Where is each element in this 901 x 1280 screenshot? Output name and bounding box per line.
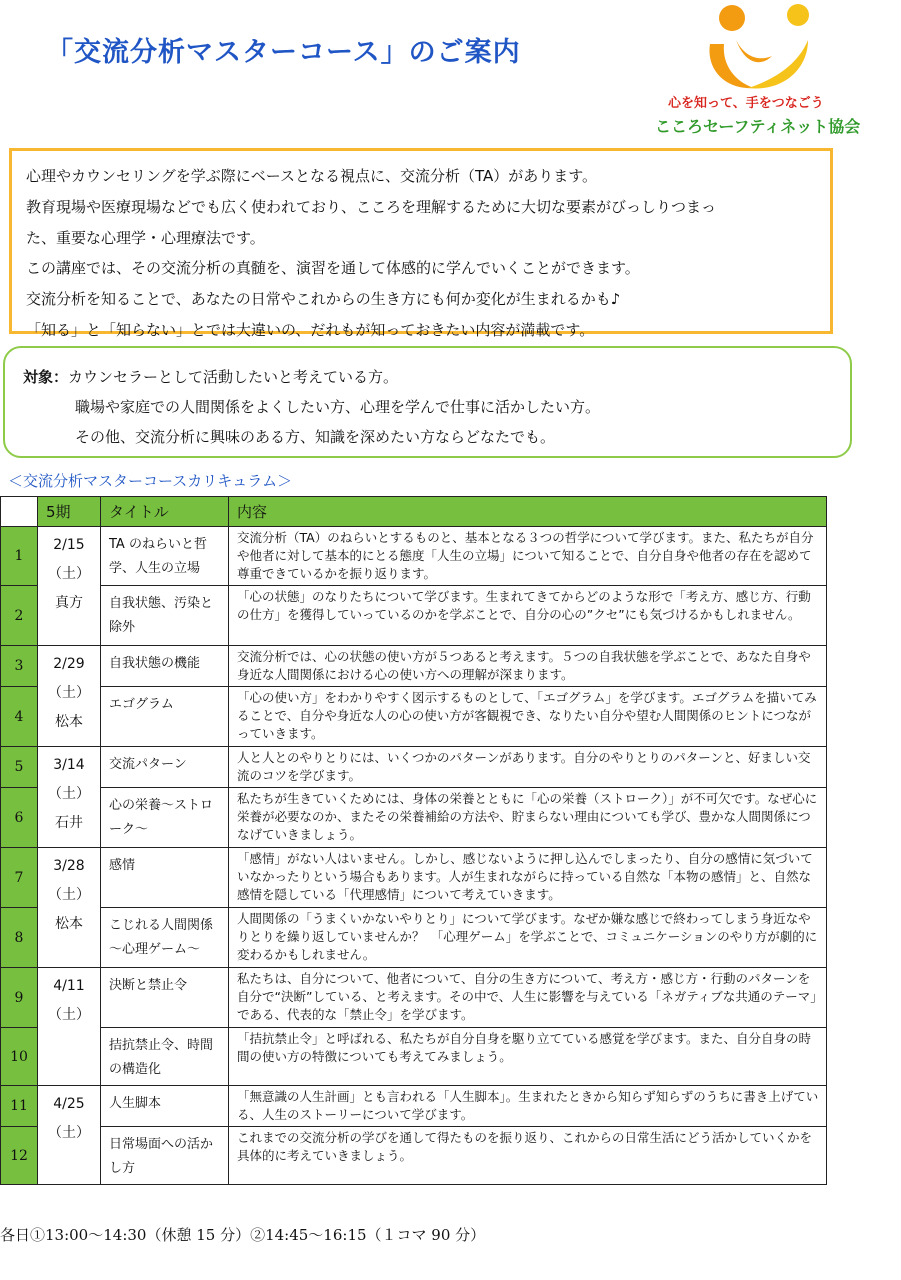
table-row <box>1 908 827 968</box>
session-title: TA のねらいと哲学、人生の立場 <box>101 527 229 586</box>
session-date: 3/14 <box>53 757 85 773</box>
table-row <box>1 1127 827 1185</box>
session-day: （土） <box>48 887 90 903</box>
session-title: こじれる人間関係～心理ゲーム～ <box>101 908 229 968</box>
intro-line: この講座では、その交流分析の真髄を、演習を通して体感的に学んでいくことができます。 <box>26 259 640 278</box>
session-day: （土） <box>48 685 90 701</box>
table-row <box>1 586 827 646</box>
session-content: 「心の使い方」をわかりやすく図示するものとして、「エゴグラム」を学びます。エゴグラムを描いてみることで、自分や身近な人の心の使い方が客観視でき、なりたい自分や望む人間関係のヒントにつながっていきます。 <box>229 687 827 747</box>
tagline: 心を知って、手をつなごう <box>668 96 824 111</box>
table-row <box>1 527 827 586</box>
session-number: 2 <box>1 586 38 646</box>
session-number: 4 <box>1 687 38 747</box>
session-day: （土） <box>48 1125 90 1141</box>
session-content: 「心の状態」のなりたちについて学びます。生まれてきてからどのような形で「考え方、感じ方、行動の仕方」を獲得していっているのかを学ぶことで、自分の心の”クセ”にも気づけるかもしれません。 <box>229 586 827 646</box>
session-teacher: 松本 <box>55 714 83 730</box>
session-teacher: 真方 <box>55 595 83 611</box>
organization-name: こころセーフティネット協会 <box>655 117 861 136</box>
session-number: 8 <box>1 908 38 968</box>
intro-line: 交流分析を知ることで、あなたの日常やこれからの生き方にも何か変化が生まれるかも♪ <box>26 290 621 309</box>
session-content: 交流分析では、心の状態の使い方が５つあると考えます。５つの自我状態を学ぶことで、あなた自身や身近な人間関係における心の使い方への理解が深まります。 <box>229 646 827 687</box>
table-row <box>1 1086 827 1127</box>
session-title: エゴグラム <box>101 687 229 747</box>
session-content: これまでの交流分析の学びを通して得たものを振り返り、これからの日常生活にどう活かしていくかを具体的に考えていきましょう。 <box>229 1127 827 1185</box>
session-day: （土） <box>48 566 90 582</box>
table-row <box>1 968 827 1028</box>
session-title: 日常場面への活かし方 <box>101 1127 229 1185</box>
intro-line: 教育現場や医療現場などでも広く使われており、こころを理解するために大切な要素がびっしりつまっ <box>26 197 717 216</box>
session-number: 3 <box>1 646 38 687</box>
session-date: 2/15 <box>53 537 85 553</box>
intro-line: た、重要な心理学・心理療法です。 <box>26 228 265 247</box>
session-date-cell <box>38 527 101 646</box>
session-date-cell <box>38 1086 101 1185</box>
session-date: 3/28 <box>53 858 85 874</box>
session-teacher: 石井 <box>55 815 83 831</box>
target-label: 対象： <box>23 368 69 386</box>
session-number: 7 <box>1 848 38 908</box>
session-day: （土） <box>48 1007 90 1023</box>
session-content: 私たちが生きていくためには、身体の栄養とともに「心の栄養（ストローク）」が不可欠です。なぜ心に栄養が必要なのか、またその栄養補給の方法や、貯まらない理由についても学び、豊かな人間関係につなげていきましょう。 <box>229 788 827 848</box>
session-day: （土） <box>48 786 90 802</box>
target-line: 職場や家庭での人間関係をよくしたい方、心理を学んで仕事に活かしたい方。 <box>75 398 601 416</box>
session-date: 4/11 <box>53 978 85 994</box>
session-date-cell <box>38 646 101 747</box>
session-content: 私たちは、自分について、他者について、自分の生き方について、考え方・感じ方・行動のパターンを自分で“決断”している、と考えます。その中で、人生に影響を与えている「ネガティブな共通のテーマ」である、代表的な「禁止令」を学びます。 <box>229 968 827 1028</box>
session-number: 12 <box>1 1127 38 1185</box>
session-content: 人間関係の「うまくいかないやりとり」について学びます。なぜか嫌な感じで終わってしまう身近なやりとりを繰り返していませんか？ 「心理ゲーム」を学ぶことで、コミュニケーションのやり方が劇的に変わるかもしれません。 <box>229 908 827 968</box>
session-number: 9 <box>1 968 38 1028</box>
curriculum-heading: ＜交流分析マスターコースカリキュラム＞ <box>8 472 293 490</box>
session-title: 自我状態の機能 <box>101 646 229 687</box>
page-title: 「交流分析マスターコース」のご案内 <box>46 37 521 68</box>
header-title: タイトル <box>101 497 229 527</box>
session-content: 人と人とのやりとりには、いくつかのパターンがあります。自分のやりとりのパターンと、好ましい交流のコツを学びます。 <box>229 747 827 788</box>
session-title: 心の栄養～ストローク～ <box>101 788 229 848</box>
intro-box <box>9 148 833 339</box>
table-row <box>1 747 827 788</box>
session-title: 交流パターン <box>101 747 229 788</box>
session-content: 「拮抗禁止令」と呼ばれる、私たちが自分自身を駆り立てている感覚を学びます。また、自分自身の時間の使い方の特徴についても考えてみましょう。 <box>229 1028 827 1086</box>
intro-line: 心理やカウンセリングを学ぶ際にベースとなる視点に、交流分析（TA）があります。 <box>26 167 598 185</box>
table-row <box>1 1028 827 1086</box>
schedule-footer: 各日①13:00～14:30（休憩 15 分）②14:45～16:15（１コマ 90 分） <box>0 1226 486 1244</box>
table-row <box>1 687 827 747</box>
intro-line: 「知る」と「知らない」とでは大違いの、だれもが知っておきたい内容が満載です。 <box>26 320 595 339</box>
target-line: その他、交流分析に興味のある方、知識を深めたい方ならどなたでも。 <box>75 428 556 446</box>
session-content: 「無意識の人生計画」とも言われる「人生脚本」。生まれたときから知らず知らずのうちに書き上げている、人生のストーリーについて学びます。 <box>229 1086 827 1127</box>
session-date-cell <box>38 747 101 848</box>
session-content: 「感情」がない人はいません。しかし、感じないように押し込んでしまったり、自分の感情に気づいていなかったりという場合もあります。人が生まれながらに持っている自然な「本物の感情」と、自然な感情を隠している「代理感情」について考えていきます。 <box>229 848 827 908</box>
session-title: 自我状態、汚染と除外 <box>101 586 229 646</box>
target-audience-box <box>3 346 852 458</box>
header-term: 5期 <box>38 497 101 527</box>
association-logo-icon <box>696 0 826 95</box>
session-number: 6 <box>1 788 38 848</box>
session-number: 10 <box>1 1028 38 1086</box>
table-row <box>1 788 827 848</box>
session-teacher: 松本 <box>55 916 83 932</box>
table-row <box>1 848 827 908</box>
session-date: 4/25 <box>53 1096 85 1112</box>
header-content: 内容 <box>229 497 827 527</box>
session-date: 2/29 <box>53 656 85 672</box>
session-date-cell <box>38 848 101 968</box>
session-number: 5 <box>1 747 38 788</box>
table-row <box>1 646 827 687</box>
header-blank <box>1 497 38 527</box>
session-title: 決断と禁止令 <box>101 968 229 1028</box>
target-line: カウンセラーとして活動したいと考えている方。 <box>68 368 399 386</box>
table-header-row <box>1 497 827 527</box>
curriculum-table <box>0 496 827 1185</box>
session-date-cell <box>38 968 101 1086</box>
session-content: 交流分析（TA）のねらいとするものと、基本となる３つの哲学について学びます。また、私たちが自分や他者に対して基本的にとる態度「人生の立場」について知ることで、自分自身や他者の存在を認めて尊重できているかを振り返ります。 <box>229 527 827 586</box>
session-title: 拮抗禁止令、時間の構造化 <box>101 1028 229 1086</box>
session-number: 11 <box>1 1086 38 1127</box>
session-title: 感情 <box>101 848 229 908</box>
session-title: 人生脚本 <box>101 1086 229 1127</box>
session-number: 1 <box>1 527 38 586</box>
